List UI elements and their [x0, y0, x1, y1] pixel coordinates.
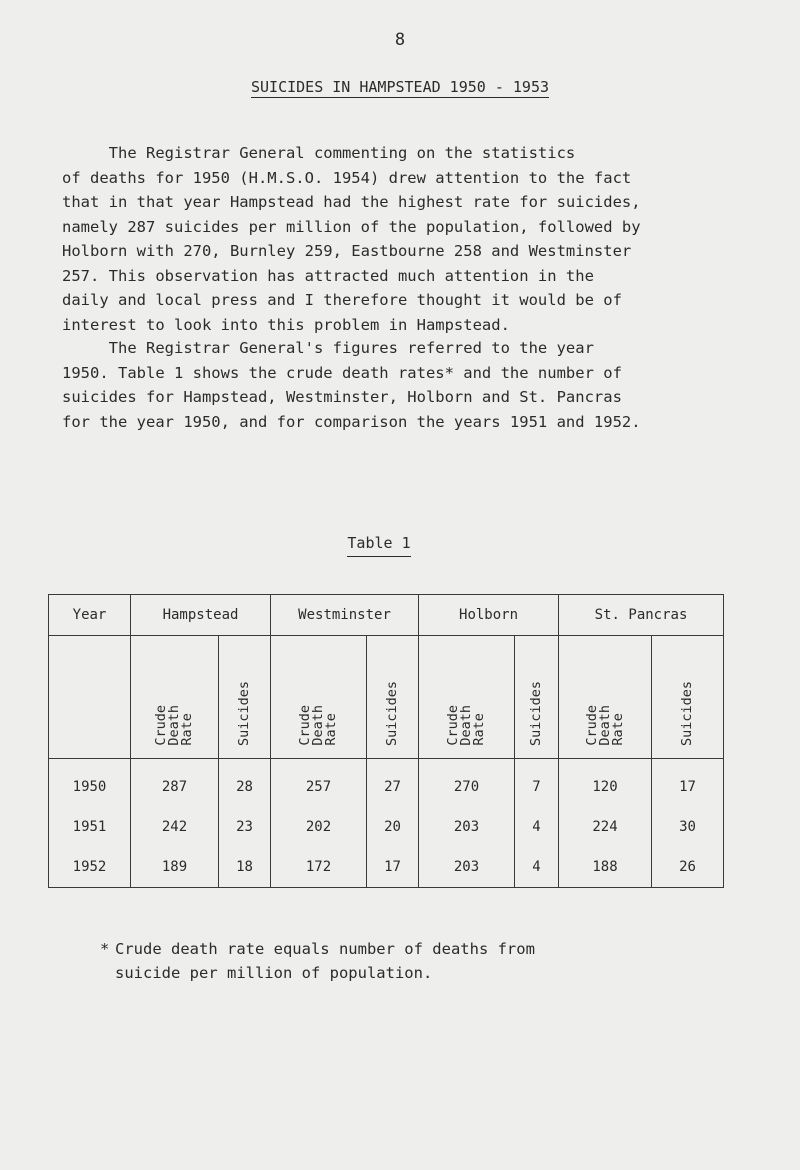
paragraph-line: The Registrar General's figures referred to the year [62, 339, 594, 357]
paragraph-line: The Registrar General commenting on the statistics [62, 144, 576, 162]
table-row [49, 759, 724, 808]
suicides-header-text: Suicides [384, 680, 401, 746]
value-cell: 27 [367, 759, 419, 808]
intro-paragraph [62, 141, 762, 337]
rate-header-text: Crude Death Rate [153, 705, 195, 746]
footnote-line: suicide per million of population. [115, 964, 433, 982]
footnote-mark: * [100, 940, 110, 958]
value-cell: 4 [515, 807, 559, 847]
value-cell: 120 [559, 759, 652, 808]
value-cell: 30 [652, 807, 724, 847]
rate-header-text: Crude Death Rate [445, 705, 488, 746]
year-cell: 1952 [49, 847, 131, 888]
paragraph-line: 257. This observation has attracted much attention in the [62, 266, 594, 285]
district-header-hampstead: Hampstead [131, 595, 271, 636]
district-header-holborn: Holborn [419, 595, 559, 636]
footnote [100, 937, 735, 985]
paragraph-line: that in that year Hampstead had the highest rate for suicides, [62, 193, 641, 211]
value-cell: 202 [271, 807, 367, 847]
rate-header [419, 636, 515, 759]
value-cell: 287 [131, 759, 219, 808]
table-row [49, 847, 724, 888]
suicides-header [367, 636, 419, 759]
suicide-statistics-table [48, 594, 724, 888]
table-title [0, 534, 758, 552]
value-cell: 4 [515, 847, 559, 888]
suicides-header [652, 636, 724, 759]
empty-header-cell [49, 636, 131, 759]
table-row [49, 807, 724, 847]
heading-text: SUICIDES IN HAMPSTEAD 1950 - 1953 [250, 78, 549, 96]
paragraph-line: suicides for Hampstead, Westminster, Holborn and St. Pancras [62, 388, 622, 406]
value-cell: 23 [219, 807, 271, 847]
year-header: Year [49, 595, 131, 636]
value-cell: 17 [367, 847, 419, 888]
value-cell: 20 [367, 807, 419, 847]
value-cell: 172 [271, 847, 367, 888]
paragraph-line: for the year 1950, and for comparison the years 1951 and 1952. [62, 412, 641, 431]
rate-header [559, 636, 652, 759]
suicides-header [219, 636, 271, 759]
suicides-header [515, 636, 559, 759]
table-intro-paragraph [62, 336, 762, 434]
measure-header-row [49, 636, 724, 759]
value-cell: 257 [271, 759, 367, 808]
value-cell: 242 [131, 807, 219, 847]
suicides-header-text: Suicides [679, 680, 696, 746]
district-header-westminster: Westminster [271, 595, 419, 636]
value-cell: 270 [419, 759, 515, 808]
value-cell: 18 [219, 847, 271, 888]
page-heading [0, 78, 800, 96]
value-cell: 203 [419, 847, 515, 888]
paragraph-line: Holborn with 270, Burnley 259, Eastbourne 258 and Westminster [62, 242, 632, 260]
paragraph-line: 1950. Table 1 shows the crude death rates* and the number of [62, 363, 622, 382]
year-cell: 1951 [49, 807, 131, 847]
paragraph-line: of deaths for 1950 (H.M.S.O. 1954) drew attention to the fact [62, 168, 632, 187]
suicides-header-text: Suicides [236, 680, 252, 746]
value-cell: 28 [219, 759, 271, 808]
rate-header [271, 636, 367, 759]
district-header-row [49, 595, 724, 636]
paragraph-line: daily and local press and I therefore thought it would be of [62, 291, 622, 309]
value-cell: 203 [419, 807, 515, 847]
rate-header-text: Crude Death Rate [297, 705, 340, 746]
paragraph-line: interest to look into this problem in Hampstead. [62, 315, 510, 334]
suicides-header-text: Suicides [528, 680, 545, 746]
rate-header [131, 636, 219, 759]
year-cell: 1950 [49, 759, 131, 808]
value-cell: 7 [515, 759, 559, 808]
table-title-text: Table 1 [347, 534, 410, 557]
value-cell: 189 [131, 847, 219, 888]
value-cell: 17 [652, 759, 724, 808]
paragraph-line: namely 287 suicides per million of the population, followed by [62, 217, 641, 236]
page-number: 8 [394, 30, 406, 50]
footnote-line: Crude death rate equals number of deaths from [115, 940, 535, 958]
district-header-st-pancras: St. Pancras [559, 595, 724, 636]
value-cell: 224 [559, 807, 652, 847]
value-cell: 188 [559, 847, 652, 888]
value-cell: 26 [652, 847, 724, 888]
rate-header-text: Crude Death Rate [583, 705, 626, 746]
